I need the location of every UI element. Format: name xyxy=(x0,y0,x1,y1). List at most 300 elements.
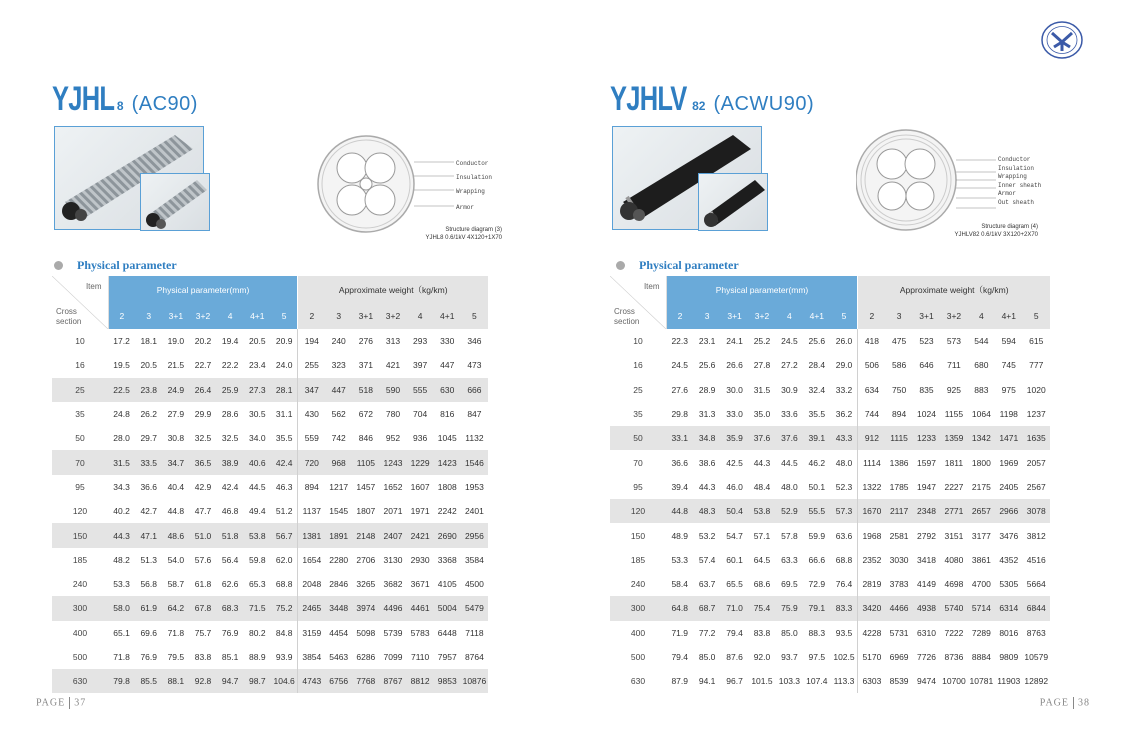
table-cell: 28.6 xyxy=(221,409,239,420)
column-header: 3+1 xyxy=(721,303,748,329)
table-cell: 1233 xyxy=(913,426,940,450)
table-cell: 64.2 xyxy=(162,596,189,620)
table-row xyxy=(52,450,488,474)
table-cell: 68.7 xyxy=(693,596,720,620)
cross-section-cell: 500 xyxy=(630,652,646,662)
table-cell: 51.8 xyxy=(217,523,244,547)
table-row xyxy=(610,353,1050,377)
table-cell: 22.5 xyxy=(108,378,135,402)
table-cell: 2930 xyxy=(410,554,430,565)
table-cell: 559 xyxy=(304,433,319,444)
table-cell: 912 xyxy=(858,426,885,450)
table-cell: 71.9 xyxy=(671,627,688,638)
table-cell: 3159 xyxy=(302,627,322,638)
table-cell: 573 xyxy=(946,336,962,347)
diagram-subcaption: YJHLV82 0.6/1kV 3X120+2X70 xyxy=(954,232,1038,238)
table-cell: 1322 xyxy=(862,481,882,492)
table-cell: 71.8 xyxy=(167,627,185,638)
table-cell: 3448 xyxy=(325,596,352,620)
table-cell: 4466 xyxy=(885,596,912,620)
product-title xyxy=(610,80,814,119)
table-cell: 2175 xyxy=(971,481,991,492)
table-cell: 85.1 xyxy=(221,652,239,662)
table-cell: 93.5 xyxy=(831,621,858,645)
table-cell: 31.3 xyxy=(698,409,716,420)
table-cell: 34.0 xyxy=(249,433,266,444)
cross-section-cell: 16 xyxy=(633,360,643,371)
table-row xyxy=(52,378,488,402)
table-cell: 55.5 xyxy=(803,499,830,523)
table-row xyxy=(52,548,488,572)
column-header: 3+2 xyxy=(189,303,216,329)
table-cell: 2819 xyxy=(862,579,882,590)
column-header: 4+1 xyxy=(803,303,830,329)
table-cell: 40.2 xyxy=(113,506,130,517)
table-cell: 276 xyxy=(358,336,373,347)
cross-section-cell: 300 xyxy=(610,596,666,620)
table-cell: 36.6 xyxy=(671,457,688,468)
cross-section-cell: 630 xyxy=(630,676,646,687)
table-cell: 7289 xyxy=(971,627,991,638)
item-header-cell xyxy=(610,276,666,329)
product-model: YJHL xyxy=(52,80,115,118)
structure-diagram xyxy=(856,126,1056,241)
column-header: 4 xyxy=(407,303,434,329)
table-cell: 75.9 xyxy=(776,596,803,620)
table-cell: 1597 xyxy=(917,457,936,468)
table-cell: 5714 xyxy=(968,596,995,620)
column-header: 3 xyxy=(885,303,912,329)
table-cell: 27.8 xyxy=(753,360,771,371)
column-header: 2 xyxy=(858,303,885,329)
table-cell: 79.5 xyxy=(167,652,185,662)
table-cell: 3368 xyxy=(437,554,457,565)
column-header: 4+1 xyxy=(244,303,271,329)
cross-section-cell: 50 xyxy=(610,426,666,450)
page-label: PAGE xyxy=(36,697,66,709)
table-cell: 447 xyxy=(440,360,455,371)
table-cell: 816 xyxy=(440,409,455,420)
table-cell: 24.1 xyxy=(726,336,743,347)
table-cell: 6303 xyxy=(862,676,882,687)
table-cell: 56.8 xyxy=(140,579,157,590)
table-cell: 418 xyxy=(864,336,879,347)
table-cell: 1968 xyxy=(862,530,882,541)
table-cell: 3584 xyxy=(464,554,484,565)
table-cell: 293 xyxy=(413,336,428,347)
table-cell: 6448 xyxy=(437,627,457,638)
table-cell: 63.3 xyxy=(781,554,798,565)
table-cell: 29.7 xyxy=(140,433,157,444)
table-cell: 101.5 xyxy=(751,676,773,687)
table-cell: 54.0 xyxy=(167,554,185,565)
table-cell: 57.3 xyxy=(831,499,858,523)
table-cell: 666 xyxy=(461,378,488,402)
table-cell: 77.2 xyxy=(698,627,716,638)
table-cell: 25.9 xyxy=(217,378,244,402)
cross-section-cell: 150 xyxy=(52,523,108,547)
table-cell: 49.4 xyxy=(249,506,266,517)
table-cell: 1155 xyxy=(944,409,964,420)
table-cell: 2421 xyxy=(407,523,434,547)
table-cell: 27.2 xyxy=(781,360,798,371)
table-cell: 19.5 xyxy=(113,360,130,371)
table-cell: 87.6 xyxy=(726,652,743,662)
table-cell: 53.8 xyxy=(748,499,775,523)
table-cell: 711 xyxy=(947,360,961,371)
table-cell: 69.6 xyxy=(140,627,157,638)
table-cell: 28.9 xyxy=(698,384,716,395)
table-cell: 79.8 xyxy=(108,669,135,693)
table-cell: 3130 xyxy=(383,554,403,565)
table-cell: 23.4 xyxy=(249,360,266,371)
table-cell: 29.8 xyxy=(671,409,688,420)
table-cell: 1969 xyxy=(999,457,1019,468)
table-cell: 46.3 xyxy=(271,475,298,499)
cross-section-cell: 16 xyxy=(75,360,85,371)
table-cell: 46.0 xyxy=(726,481,743,492)
section-label-line: section xyxy=(56,317,82,326)
table-cell: 9809 xyxy=(999,652,1019,662)
table-cell: 28.4 xyxy=(808,360,826,371)
table-row xyxy=(610,402,1050,426)
table-cell: 71.5 xyxy=(244,596,271,620)
table-cell: 750 xyxy=(891,384,907,395)
table-cell: 72.9 xyxy=(808,579,826,590)
table-cell: 63.6 xyxy=(831,523,858,547)
table-cell: 2117 xyxy=(885,499,912,523)
table-cell: 3671 xyxy=(410,579,430,590)
page-number: 38 xyxy=(1078,697,1090,709)
table-cell: 3265 xyxy=(356,579,376,590)
table-cell: 1381 xyxy=(298,523,325,547)
table-cell: 3030 xyxy=(889,554,909,565)
item-label: Item xyxy=(643,282,660,291)
table-cell: 2690 xyxy=(434,523,461,547)
table-cell: 4743 xyxy=(298,669,325,693)
table-cell: 1652 xyxy=(383,481,403,492)
table-cell: 33.6 xyxy=(781,409,798,420)
table-cell: 2148 xyxy=(352,523,379,547)
table-cell: 79.4 xyxy=(671,652,688,662)
table-cell: 44.3 xyxy=(108,523,135,547)
table-cell: 555 xyxy=(407,378,434,402)
table-cell: 883 xyxy=(974,384,989,395)
cross-section-cell: 240 xyxy=(630,579,646,590)
table-cell: 2401 xyxy=(464,506,484,517)
table-cell: 1546 xyxy=(461,450,488,474)
table-cell: 7726 xyxy=(917,652,936,662)
table-cell: 33.2 xyxy=(831,378,858,402)
table-cell: 7957 xyxy=(437,652,457,662)
table-cell: 1217 xyxy=(329,481,349,492)
cross-section-cell: 95 xyxy=(633,481,643,492)
table-cell: 1243 xyxy=(379,450,406,474)
cross-section-cell: 50 xyxy=(75,433,85,444)
table-cell: 30.8 xyxy=(167,433,185,444)
column-header: 4+1 xyxy=(995,303,1022,329)
table-cell: 1342 xyxy=(968,426,995,450)
table-cell: 26.4 xyxy=(189,378,216,402)
table-cell: 3420 xyxy=(858,596,885,620)
parameter-table xyxy=(610,276,1050,693)
table-cell: 36.2 xyxy=(831,402,858,426)
table-cell: 11903 xyxy=(997,676,1021,687)
table-cell: 742 xyxy=(331,433,346,444)
column-header: 3+2 xyxy=(940,303,967,329)
cross-section-cell: 10 xyxy=(75,336,85,347)
table-cell: 66.6 xyxy=(808,554,826,565)
table-cell: 4352 xyxy=(999,554,1019,565)
table-cell: 42.9 xyxy=(194,481,212,492)
table-cell: 32.5 xyxy=(194,433,212,444)
table-cell: 93.9 xyxy=(271,645,298,669)
table-cell: 79.4 xyxy=(726,627,743,638)
column-header: 5 xyxy=(271,303,298,329)
table-cell: 968 xyxy=(325,450,352,474)
table-row xyxy=(52,426,488,450)
table-cell: 75.2 xyxy=(271,596,298,620)
table-cell: 835 xyxy=(919,384,934,395)
table-cell: 23.1 xyxy=(698,336,716,347)
table-row xyxy=(52,621,488,645)
table-cell: 594 xyxy=(1001,336,1016,347)
table-cell: 22.3 xyxy=(671,336,688,347)
table-cell: 37.6 xyxy=(776,426,803,450)
table-cell: 30.9 xyxy=(781,384,798,395)
table-cell: 8539 xyxy=(889,676,909,687)
cross-section-cell: 400 xyxy=(630,627,646,638)
cross-section-cell: 10 xyxy=(633,336,643,347)
diagram-label: Insulation xyxy=(456,174,493,181)
table-row xyxy=(610,426,1050,450)
table-cell: 397 xyxy=(413,360,428,371)
table-cell: 48.9 xyxy=(671,530,688,541)
table-cell: 6756 xyxy=(325,669,352,693)
table-cell: 35.9 xyxy=(721,426,748,450)
table-cell: 3151 xyxy=(944,530,964,541)
cross-section-cell: 120 xyxy=(610,499,666,523)
table-cell: 21.5 xyxy=(167,360,185,371)
table-cell: 7222 xyxy=(944,627,964,638)
table-row xyxy=(610,329,1050,353)
table-cell: 3418 xyxy=(917,554,936,565)
table-cell: 1800 xyxy=(971,457,991,468)
column-header: 3+2 xyxy=(748,303,775,329)
table-cell: 62.0 xyxy=(271,548,298,572)
cross-section-cell: 400 xyxy=(72,627,88,638)
column-header: 2 xyxy=(298,303,325,329)
table-cell: 42.4 xyxy=(221,481,239,492)
table-cell: 56.4 xyxy=(221,554,239,565)
product-title xyxy=(52,80,198,119)
table-cell: 1471 xyxy=(995,426,1022,450)
table-cell: 10876 xyxy=(461,669,488,693)
product-model-subscript: 8 xyxy=(116,99,124,113)
table-cell: 2706 xyxy=(356,554,376,565)
cross-section-cell: 630 xyxy=(52,669,108,693)
table-row xyxy=(610,475,1050,499)
table-cell: 47.7 xyxy=(194,506,212,517)
page-footer xyxy=(1040,697,1090,709)
table-cell: 27.6 xyxy=(671,384,688,395)
table-cell: 1020 xyxy=(1026,384,1046,395)
table-cell: 1105 xyxy=(352,450,379,474)
table-cell: 720 xyxy=(298,450,325,474)
table-cell: 51.0 xyxy=(189,523,216,547)
table-cell: 76.4 xyxy=(831,572,858,596)
table-cell: 8884 xyxy=(971,652,991,662)
table-cell: 61.9 xyxy=(135,596,162,620)
table-row xyxy=(52,596,488,620)
table-cell: 29.9 xyxy=(194,409,212,420)
table-cell: 952 xyxy=(385,433,401,444)
table-cell: 1024 xyxy=(917,409,936,420)
table-cell: 10700 xyxy=(942,676,966,687)
table-cell: 107.4 xyxy=(806,676,828,687)
table-cell: 3974 xyxy=(352,596,379,620)
table-cell: 544 xyxy=(974,336,989,347)
table-cell: 1132 xyxy=(465,433,484,444)
table-cell: 24.5 xyxy=(781,336,798,347)
table-cell: 48.0 xyxy=(781,481,798,492)
table-cell: 2581 xyxy=(889,530,909,541)
table-cell: 20.2 xyxy=(194,336,212,347)
table-cell: 28.1 xyxy=(271,378,298,402)
section-title: Physical parameter xyxy=(639,258,739,272)
table-cell: 7110 xyxy=(410,652,430,662)
column-header: 2 xyxy=(108,303,135,329)
table-cell: 69.5 xyxy=(781,579,798,590)
table-cell: 37.6 xyxy=(748,426,775,450)
diagram-label: Wrapping xyxy=(456,188,485,195)
cross-section-cell: 35 xyxy=(633,409,643,420)
table-cell: 51.3 xyxy=(140,554,157,565)
table-cell: 6286 xyxy=(356,652,376,662)
table-cell: 5479 xyxy=(461,596,488,620)
table-cell: 36.5 xyxy=(189,450,216,474)
table-cell: 46.2 xyxy=(808,457,826,468)
table-cell: 38.9 xyxy=(217,450,244,474)
column-header: 3 xyxy=(135,303,162,329)
table-cell: 65.1 xyxy=(113,627,130,638)
table-cell: 30.5 xyxy=(249,409,266,420)
table-cell: 51.2 xyxy=(271,499,298,523)
table-row xyxy=(610,450,1050,474)
table-cell: 88.1 xyxy=(162,669,189,693)
table-cell: 80.2 xyxy=(249,627,266,638)
table-cell: 2465 xyxy=(298,596,325,620)
table-cell: 2405 xyxy=(999,481,1019,492)
table-cell: 27.9 xyxy=(167,409,185,420)
table-cell: 1808 xyxy=(437,481,457,492)
table-cell: 680 xyxy=(974,360,989,371)
cross-section-cell: 500 xyxy=(72,652,88,662)
table-cell: 8016 xyxy=(999,627,1019,638)
table-cell: 4149 xyxy=(917,579,936,590)
table-cell: 26.2 xyxy=(140,409,157,420)
structure-diagram xyxy=(316,132,516,247)
table-cell: 1545 xyxy=(329,506,349,517)
table-cell: 50.1 xyxy=(808,481,826,492)
table-cell: 79.1 xyxy=(803,596,830,620)
table-cell: 67.8 xyxy=(189,596,216,620)
table-cell: 83.8 xyxy=(753,627,771,638)
table-cell: 1891 xyxy=(325,523,352,547)
table-cell: 94.1 xyxy=(698,676,716,687)
table-row xyxy=(610,523,1050,547)
table-cell: 94.7 xyxy=(217,669,244,693)
table-cell: 4496 xyxy=(379,596,406,620)
diagram-label: Armor xyxy=(998,190,1017,197)
cross-section-label xyxy=(56,307,81,327)
table-cell: 44.8 xyxy=(167,506,185,517)
table-cell: 2956 xyxy=(461,523,488,547)
product-code: (ACWU90) xyxy=(713,93,815,115)
table-cell: 846 xyxy=(358,433,373,444)
table-cell: 25.6 xyxy=(698,360,716,371)
table-cell: 30.0 xyxy=(726,384,743,395)
table-cell: 7099 xyxy=(383,652,403,662)
table-cell: 22.2 xyxy=(221,360,239,371)
product-code: (AC90) xyxy=(131,93,198,115)
table-cell: 2792 xyxy=(917,530,936,541)
table-cell: 85.0 xyxy=(698,652,716,662)
table-cell: 704 xyxy=(413,409,428,420)
table-cell: 4516 xyxy=(1026,554,1046,565)
table-cell: 83.3 xyxy=(831,596,858,620)
table-cell: 44.8 xyxy=(666,499,693,523)
cross-section-cell: 35 xyxy=(75,409,85,420)
table-cell: 3476 xyxy=(999,530,1019,541)
table-cell: 36.6 xyxy=(140,481,157,492)
table-cell: 590 xyxy=(379,378,406,402)
table-cell: 2846 xyxy=(329,579,349,590)
table-cell: 63.7 xyxy=(698,579,716,590)
table-cell: 42.7 xyxy=(140,506,157,517)
page-label: PAGE xyxy=(1039,697,1069,709)
table-cell: 9853 xyxy=(434,669,461,693)
table-cell: 672 xyxy=(358,409,373,420)
table-cell: 93.7 xyxy=(781,652,798,662)
table-cell: 3854 xyxy=(302,652,322,662)
cross-section-cell: 25 xyxy=(633,384,643,395)
cross-section-cell: 185 xyxy=(630,554,646,565)
table-cell: 194 xyxy=(304,336,319,347)
table-cell: 24.9 xyxy=(162,378,189,402)
physical-parameter-header: Physical parameter(mm) xyxy=(666,276,858,303)
table-cell: 19.4 xyxy=(221,336,239,347)
table-row xyxy=(52,669,488,693)
table-cell: 75.7 xyxy=(194,627,212,638)
table-cell: 44.3 xyxy=(753,457,771,468)
cable-detail-icon xyxy=(141,174,209,230)
table-cell: 68.8 xyxy=(271,572,298,596)
table-cell: 33.5 xyxy=(135,450,162,474)
table-cell: 2657 xyxy=(968,499,995,523)
column-header: 4 xyxy=(217,303,244,329)
product-model: YJHLV xyxy=(610,80,687,118)
section-heading xyxy=(54,258,177,273)
table-cell: 32.4 xyxy=(808,384,826,395)
cable-detail-icon xyxy=(699,174,767,230)
table-cell: 5783 xyxy=(410,627,430,638)
table-cell: 97.5 xyxy=(808,652,826,662)
table-cell: 17.2 xyxy=(113,336,130,347)
table-cell: 346 xyxy=(467,336,482,347)
table-cell: 57.4 xyxy=(698,554,716,565)
cross-section-cell: 150 xyxy=(630,530,646,541)
